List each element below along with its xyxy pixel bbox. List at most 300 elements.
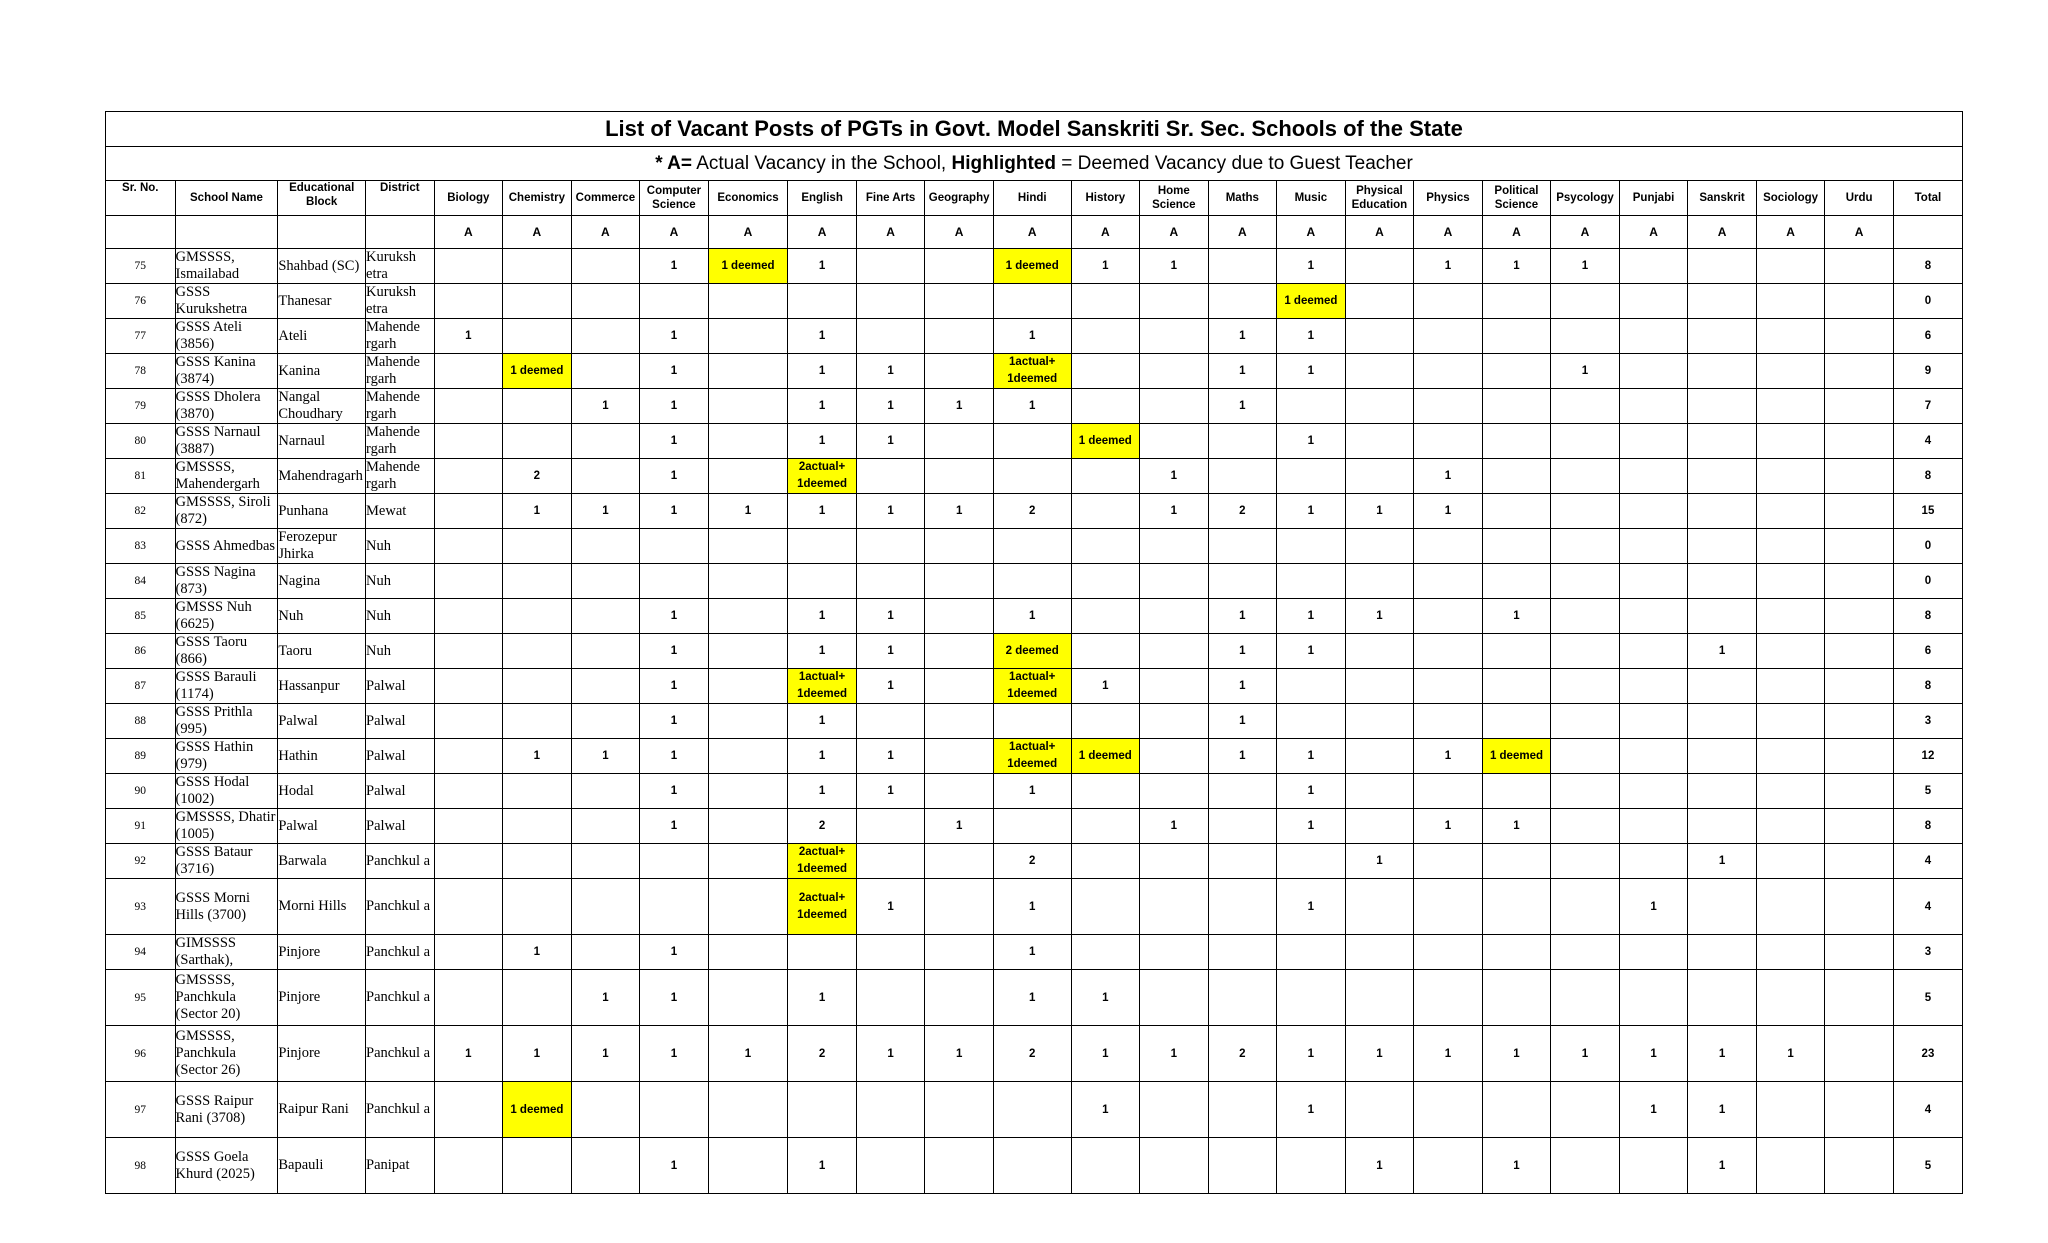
a-row-blank bbox=[366, 216, 435, 249]
vacancy-cell-physical-education bbox=[1345, 935, 1414, 970]
vacancy-cell-commerce: 1 bbox=[571, 1026, 640, 1082]
header-physical-education: Physical Education bbox=[1345, 181, 1414, 216]
vacancy-cell-hindi: 1 bbox=[993, 389, 1071, 424]
vacancy-cell-geography: 1 bbox=[925, 389, 994, 424]
vacancy-cell-computer-science: 1 bbox=[640, 809, 709, 844]
school-name-cell: GSSS Nagina (873) bbox=[175, 564, 278, 599]
vacancy-cell-english: 1 bbox=[788, 249, 857, 284]
vacancy-cell-economics bbox=[708, 844, 788, 879]
vacancy-cell-sanskrit bbox=[1688, 879, 1757, 935]
vacancy-cell-computer-science: 1 bbox=[640, 599, 709, 634]
actual-marker-fine-arts: A bbox=[856, 216, 925, 249]
vacancy-cell-english: 1 bbox=[788, 774, 857, 809]
school-name-cell: GSSS Kanina (3874) bbox=[175, 354, 278, 389]
vacancy-cell-economics bbox=[708, 319, 788, 354]
vacancy-cell-computer-science: 1 bbox=[640, 935, 709, 970]
vacancy-cell-commerce bbox=[571, 424, 640, 459]
vacancy-cell-psycology bbox=[1551, 739, 1620, 774]
vacancy-cell-geography bbox=[925, 284, 994, 319]
vacancy-cell-economics bbox=[708, 970, 788, 1026]
vacancy-cell-political-science bbox=[1482, 704, 1551, 739]
vacancy-cell-home-science: 1 bbox=[1140, 249, 1209, 284]
vacancy-cell-commerce bbox=[571, 249, 640, 284]
vacancy-cell-physics bbox=[1414, 1138, 1483, 1194]
a-row-blank bbox=[106, 216, 176, 249]
vacancy-cell-sociology bbox=[1756, 935, 1825, 970]
total-cell: 8 bbox=[1893, 459, 1962, 494]
vacancy-cell-chemistry: 1 bbox=[503, 935, 572, 970]
header-urdu: Urdu bbox=[1825, 181, 1894, 216]
vacancy-cell-psycology: 1 bbox=[1551, 1026, 1620, 1082]
vacancy-cell-english: 1 bbox=[788, 494, 857, 529]
vacancy-cell-psycology bbox=[1551, 970, 1620, 1026]
vacancy-cell-computer-science: 1 bbox=[640, 970, 709, 1026]
vacancy-cell-home-science bbox=[1140, 284, 1209, 319]
vacancy-cell-english: 1 bbox=[788, 970, 857, 1026]
vacancy-cell-fine-arts bbox=[856, 1138, 925, 1194]
vacancy-cell-physical-education: 1 bbox=[1345, 1138, 1414, 1194]
actual-marker-physical-education: A bbox=[1345, 216, 1414, 249]
vacancy-cell-hindi bbox=[993, 459, 1071, 494]
vacancy-cell-commerce bbox=[571, 319, 640, 354]
vacancy-cell-political-science bbox=[1482, 459, 1551, 494]
vacancy-cell-computer-science: 1 bbox=[640, 424, 709, 459]
vacancy-cell-sociology bbox=[1756, 494, 1825, 529]
vacancy-cell-hindi: 1 bbox=[993, 599, 1071, 634]
header-biology: Biology bbox=[434, 181, 503, 216]
vacancy-cell-geography bbox=[925, 319, 994, 354]
vacancy-cell-chemistry bbox=[503, 1138, 572, 1194]
vacancy-cell-hindi: 1 deemed bbox=[993, 249, 1071, 284]
vacancy-cell-geography bbox=[925, 354, 994, 389]
total-cell: 6 bbox=[1893, 634, 1962, 669]
vacancy-cell-music: 1 bbox=[1277, 319, 1346, 354]
vacancy-cell-computer-science: 1 bbox=[640, 1026, 709, 1082]
vacancy-cell-political-science: 1 bbox=[1482, 809, 1551, 844]
educational-block-cell: Shahbad (SC) bbox=[278, 249, 366, 284]
vacancy-cell-history bbox=[1071, 564, 1140, 599]
vacancy-cell-chemistry bbox=[503, 284, 572, 319]
vacancy-cell-biology bbox=[434, 669, 503, 704]
sr-no-cell: 87 bbox=[106, 669, 176, 704]
vacancy-cell-music: 1 bbox=[1277, 1082, 1346, 1138]
vacancy-cell-physical-education bbox=[1345, 319, 1414, 354]
vacancy-cell-home-science bbox=[1140, 704, 1209, 739]
vacancy-cell-sociology bbox=[1756, 284, 1825, 319]
vacancy-cell-psycology bbox=[1551, 844, 1620, 879]
vacancy-cell-geography bbox=[925, 879, 994, 935]
total-cell: 8 bbox=[1893, 249, 1962, 284]
vacancy-cell-music bbox=[1277, 970, 1346, 1026]
vacancy-cell-maths: 1 bbox=[1208, 669, 1277, 704]
vacancy-cell-geography bbox=[925, 424, 994, 459]
vacancy-cell-hindi bbox=[993, 704, 1071, 739]
sr-no-cell: 88 bbox=[106, 704, 176, 739]
vacancy-cell-fine-arts bbox=[856, 319, 925, 354]
vacancy-cell-sociology bbox=[1756, 774, 1825, 809]
vacancy-cell-commerce: 1 bbox=[571, 739, 640, 774]
vacancy-cell-psycology bbox=[1551, 774, 1620, 809]
district-cell: Mahende rgarh bbox=[366, 424, 435, 459]
vacancy-cell-chemistry bbox=[503, 529, 572, 564]
total-cell: 4 bbox=[1893, 424, 1962, 459]
vacancy-cell-punjabi bbox=[1619, 494, 1688, 529]
vacancy-cell-sociology bbox=[1756, 1082, 1825, 1138]
educational-block-cell: Bapauli bbox=[278, 1138, 366, 1194]
educational-block-cell: Barwala bbox=[278, 844, 366, 879]
school-name-cell: GSSS Kurukshetra bbox=[175, 284, 278, 319]
total-cell: 8 bbox=[1893, 809, 1962, 844]
vacancy-cell-physics bbox=[1414, 599, 1483, 634]
vacancy-cell-psycology bbox=[1551, 809, 1620, 844]
vacancy-cell-geography bbox=[925, 564, 994, 599]
vacancy-cell-urdu bbox=[1825, 354, 1894, 389]
header-total: Total bbox=[1893, 181, 1962, 216]
vacancy-cell-chemistry bbox=[503, 844, 572, 879]
vacancy-cell-computer-science: 1 bbox=[640, 249, 709, 284]
vacancy-cell-physical-education bbox=[1345, 249, 1414, 284]
vacancy-cell-chemistry bbox=[503, 704, 572, 739]
vacancy-cell-music bbox=[1277, 389, 1346, 424]
vacancy-cell-physics bbox=[1414, 844, 1483, 879]
vacancy-cell-english bbox=[788, 935, 857, 970]
table-row bbox=[106, 970, 1963, 1026]
vacancy-cell-music: 1 bbox=[1277, 879, 1346, 935]
vacancy-cell-music: 1 bbox=[1277, 494, 1346, 529]
vacancy-cell-english: 2actual+ 1deemed bbox=[788, 879, 857, 935]
vacancy-cell-commerce: 1 bbox=[571, 970, 640, 1026]
vacancy-cell-history bbox=[1071, 935, 1140, 970]
sr-no-cell: 75 bbox=[106, 249, 176, 284]
vacancy-cell-political-science: 1 bbox=[1482, 1026, 1551, 1082]
school-name-cell: GMSSSS, Mahendergarh bbox=[175, 459, 278, 494]
vacancy-cell-maths: 1 bbox=[1208, 704, 1277, 739]
vacancy-cell-computer-science bbox=[640, 564, 709, 599]
vacancy-cell-psycology bbox=[1551, 319, 1620, 354]
vacancy-cell-fine-arts bbox=[856, 284, 925, 319]
vacancy-cell-english: 2 bbox=[788, 1026, 857, 1082]
vacancy-cell-physics bbox=[1414, 424, 1483, 459]
vacancy-cell-economics bbox=[708, 879, 788, 935]
vacancy-cell-hindi: 1 bbox=[993, 879, 1071, 935]
district-cell: Nuh bbox=[366, 564, 435, 599]
vacancy-cell-sanskrit: 1 bbox=[1688, 1026, 1757, 1082]
vacancy-cell-maths: 2 bbox=[1208, 1026, 1277, 1082]
vacancy-cell-history: 1 bbox=[1071, 1082, 1140, 1138]
vacancy-cell-sanskrit bbox=[1688, 319, 1757, 354]
vacancy-cell-maths bbox=[1208, 935, 1277, 970]
vacancy-cell-music: 1 bbox=[1277, 599, 1346, 634]
vacancy-cell-sanskrit bbox=[1688, 935, 1757, 970]
vacancy-cell-home-science bbox=[1140, 599, 1209, 634]
vacancy-cell-chemistry: 1 deemed bbox=[503, 354, 572, 389]
vacancy-cell-maths: 1 bbox=[1208, 389, 1277, 424]
vacancy-cell-home-science bbox=[1140, 1138, 1209, 1194]
vacancy-cell-fine-arts bbox=[856, 1082, 925, 1138]
vacancy-cell-fine-arts: 1 bbox=[856, 669, 925, 704]
header-computer-science: Computer Science bbox=[640, 181, 709, 216]
vacancy-cell-history: 1 bbox=[1071, 970, 1140, 1026]
vacancy-cell-history bbox=[1071, 774, 1140, 809]
vacancy-cell-commerce: 1 bbox=[571, 494, 640, 529]
vacancy-cell-punjabi bbox=[1619, 844, 1688, 879]
vacancy-cell-fine-arts: 1 bbox=[856, 634, 925, 669]
sr-no-cell: 96 bbox=[106, 1026, 176, 1082]
sr-no-cell: 93 bbox=[106, 879, 176, 935]
vacancy-cell-commerce bbox=[571, 634, 640, 669]
vacancy-cell-psycology bbox=[1551, 599, 1620, 634]
vacancy-cell-sociology bbox=[1756, 704, 1825, 739]
school-name-cell: GSSS Raipur Rani (3708) bbox=[175, 1082, 278, 1138]
table-row bbox=[106, 1026, 1963, 1082]
vacancy-cell-geography bbox=[925, 634, 994, 669]
vacancy-cell-music bbox=[1277, 844, 1346, 879]
vacancy-cell-music bbox=[1277, 564, 1346, 599]
vacancy-cell-fine-arts bbox=[856, 249, 925, 284]
vacancy-cell-hindi: 1actual+ 1deemed bbox=[993, 669, 1071, 704]
vacancy-cell-hindi bbox=[993, 809, 1071, 844]
vacancy-cell-geography bbox=[925, 459, 994, 494]
vacancy-cell-home-science bbox=[1140, 319, 1209, 354]
vacancy-cell-physics: 1 bbox=[1414, 494, 1483, 529]
district-cell: Palwal bbox=[366, 704, 435, 739]
vacancy-cell-fine-arts bbox=[856, 704, 925, 739]
header-commerce: Commerce bbox=[571, 181, 640, 216]
vacancy-cell-maths: 1 bbox=[1208, 354, 1277, 389]
school-name-cell: GMSSSS, Ismailabad bbox=[175, 249, 278, 284]
vacancy-cell-political-science: 1 bbox=[1482, 249, 1551, 284]
vacancy-cell-hindi bbox=[993, 564, 1071, 599]
vacancy-cell-economics bbox=[708, 459, 788, 494]
educational-block-cell: Ferozepur Jhirka bbox=[278, 529, 366, 564]
school-name-cell: GMSSSS, Panchkula (Sector 20) bbox=[175, 970, 278, 1026]
vacancy-cell-maths bbox=[1208, 284, 1277, 319]
vacancy-cell-biology bbox=[434, 459, 503, 494]
vacancy-cell-hindi: 1 bbox=[993, 774, 1071, 809]
vacancy-cell-psycology bbox=[1551, 1082, 1620, 1138]
total-cell: 4 bbox=[1893, 879, 1962, 935]
vacancy-cell-economics bbox=[708, 739, 788, 774]
vacancy-cell-economics bbox=[708, 284, 788, 319]
vacancy-cell-music: 1 bbox=[1277, 1026, 1346, 1082]
vacancy-cell-biology bbox=[434, 970, 503, 1026]
vacancy-cell-psycology bbox=[1551, 1138, 1620, 1194]
vacancy-cell-geography bbox=[925, 774, 994, 809]
vacancy-cell-biology bbox=[434, 424, 503, 459]
vacancy-cell-home-science bbox=[1140, 634, 1209, 669]
district-cell: Mewat bbox=[366, 494, 435, 529]
header-chemistry: Chemistry bbox=[503, 181, 572, 216]
vacancy-cell-urdu bbox=[1825, 935, 1894, 970]
vacancy-cell-economics bbox=[708, 564, 788, 599]
vacancy-cell-hindi: 1 bbox=[993, 319, 1071, 354]
educational-block-cell: Pinjore bbox=[278, 935, 366, 970]
vacancy-cell-sociology bbox=[1756, 599, 1825, 634]
vacancy-cell-psycology bbox=[1551, 564, 1620, 599]
vacancy-cell-physics: 1 bbox=[1414, 739, 1483, 774]
vacancy-cell-physical-education bbox=[1345, 529, 1414, 564]
vacancy-cell-chemistry bbox=[503, 319, 572, 354]
vacancy-cell-hindi bbox=[993, 284, 1071, 319]
vacancy-cell-urdu bbox=[1825, 249, 1894, 284]
vacancy-cell-punjabi bbox=[1619, 809, 1688, 844]
total-cell: 4 bbox=[1893, 1082, 1962, 1138]
vacancy-cell-hindi bbox=[993, 424, 1071, 459]
total-cell: 5 bbox=[1893, 1138, 1962, 1194]
table-row bbox=[106, 1082, 1963, 1138]
vacancy-cell-sanskrit: 1 bbox=[1688, 1138, 1757, 1194]
vacancy-cell-home-science: 1 bbox=[1140, 809, 1209, 844]
vacancy-cell-geography bbox=[925, 669, 994, 704]
vacancy-cell-music: 1 bbox=[1277, 634, 1346, 669]
vacancy-cell-home-science bbox=[1140, 669, 1209, 704]
actual-marker-home-science: A bbox=[1140, 216, 1209, 249]
vacancy-cell-maths: 1 bbox=[1208, 599, 1277, 634]
vacancy-cell-maths bbox=[1208, 879, 1277, 935]
vacancy-cell-biology bbox=[434, 774, 503, 809]
vacancy-cell-punjabi bbox=[1619, 599, 1688, 634]
vacancy-cell-chemistry bbox=[503, 970, 572, 1026]
vacancy-cell-english: 1 bbox=[788, 424, 857, 459]
a-row-blank bbox=[175, 216, 278, 249]
vacancy-cell-maths bbox=[1208, 249, 1277, 284]
vacancy-cell-english bbox=[788, 1082, 857, 1138]
vacancy-cell-biology bbox=[434, 1082, 503, 1138]
vacancy-cell-sanskrit bbox=[1688, 424, 1757, 459]
header-psycology: Psycology bbox=[1551, 181, 1620, 216]
educational-block-cell: Nuh bbox=[278, 599, 366, 634]
vacancy-cell-punjabi bbox=[1619, 389, 1688, 424]
vacancy-cell-english bbox=[788, 564, 857, 599]
vacancy-cell-hindi: 2 bbox=[993, 1026, 1071, 1082]
vacancy-cell-biology bbox=[434, 704, 503, 739]
vacancy-cell-hindi bbox=[993, 1082, 1071, 1138]
vacancy-cell-home-science bbox=[1140, 564, 1209, 599]
vacancy-cell-physical-education bbox=[1345, 634, 1414, 669]
vacancy-cell-history bbox=[1071, 284, 1140, 319]
vacancy-cell-urdu bbox=[1825, 494, 1894, 529]
school-name-cell: GSSS Ateli (3856) bbox=[175, 319, 278, 354]
school-name-cell: GSSS Morni Hills (3700) bbox=[175, 879, 278, 935]
vacancy-cell-computer-science: 1 bbox=[640, 494, 709, 529]
vacancy-cell-sanskrit bbox=[1688, 529, 1757, 564]
vacancy-cell-punjabi bbox=[1619, 354, 1688, 389]
header-educational-block: Educational Block bbox=[278, 181, 366, 216]
header-music: Music bbox=[1277, 181, 1346, 216]
vacancy-cell-commerce bbox=[571, 354, 640, 389]
header-political-science: Political Science bbox=[1482, 181, 1551, 216]
vacancy-cell-physical-education bbox=[1345, 354, 1414, 389]
vacancy-cell-economics: 1 bbox=[708, 494, 788, 529]
vacancy-cell-sociology bbox=[1756, 249, 1825, 284]
vacancy-cell-physics: 1 bbox=[1414, 1026, 1483, 1082]
vacancy-cell-urdu bbox=[1825, 774, 1894, 809]
educational-block-cell: Narnaul bbox=[278, 424, 366, 459]
vacancy-cell-urdu bbox=[1825, 739, 1894, 774]
vacancy-cell-physics bbox=[1414, 564, 1483, 599]
vacancy-cell-biology bbox=[434, 634, 503, 669]
vacancy-cell-physical-education bbox=[1345, 284, 1414, 319]
vacancy-cell-biology bbox=[434, 494, 503, 529]
table-row bbox=[106, 389, 1963, 424]
vacancy-cell-geography bbox=[925, 1138, 994, 1194]
vacancy-cell-english: 1 bbox=[788, 319, 857, 354]
table-subtitle bbox=[106, 147, 1963, 181]
vacancy-cell-history bbox=[1071, 459, 1140, 494]
vacancy-cell-psycology bbox=[1551, 669, 1620, 704]
vacancy-cell-fine-arts: 1 bbox=[856, 774, 925, 809]
vacancy-cell-sanskrit bbox=[1688, 564, 1757, 599]
total-cell: 9 bbox=[1893, 354, 1962, 389]
vacancy-cell-physics bbox=[1414, 1082, 1483, 1138]
vacancy-cell-sanskrit bbox=[1688, 970, 1757, 1026]
vacancy-cell-physical-education: 1 bbox=[1345, 1026, 1414, 1082]
vacancy-cell-fine-arts: 1 bbox=[856, 1026, 925, 1082]
district-cell: Nuh bbox=[366, 634, 435, 669]
sr-no-cell: 85 bbox=[106, 599, 176, 634]
vacancy-cell-commerce bbox=[571, 669, 640, 704]
vacancy-cell-biology: 1 bbox=[434, 1026, 503, 1082]
vacancy-cell-punjabi: 1 bbox=[1619, 1026, 1688, 1082]
vacancy-cell-political-science bbox=[1482, 970, 1551, 1026]
vacancy-cell-physical-education: 1 bbox=[1345, 599, 1414, 634]
table-row bbox=[106, 249, 1963, 284]
vacancy-cell-political-science: 1 bbox=[1482, 599, 1551, 634]
vacancy-cell-hindi: 2 bbox=[993, 844, 1071, 879]
vacancy-cell-sociology bbox=[1756, 459, 1825, 494]
vacancy-cell-psycology bbox=[1551, 704, 1620, 739]
district-cell: Panipat bbox=[366, 1138, 435, 1194]
school-name-cell: GSSS Bataur (3716) bbox=[175, 844, 278, 879]
vacancy-cell-physical-education bbox=[1345, 774, 1414, 809]
vacancy-cell-sociology bbox=[1756, 739, 1825, 774]
vacancy-cell-geography bbox=[925, 739, 994, 774]
vacancy-cell-psycology bbox=[1551, 634, 1620, 669]
vacancy-cell-home-science: 1 bbox=[1140, 494, 1209, 529]
total-cell: 4 bbox=[1893, 844, 1962, 879]
vacancy-cell-political-science bbox=[1482, 564, 1551, 599]
vacancy-cell-geography bbox=[925, 844, 994, 879]
vacancy-cell-music bbox=[1277, 704, 1346, 739]
header-physics: Physics bbox=[1414, 181, 1483, 216]
actual-marker-english: A bbox=[788, 216, 857, 249]
vacancy-cell-computer-science bbox=[640, 844, 709, 879]
vacancy-cell-fine-arts bbox=[856, 809, 925, 844]
vacancy-cell-punjabi bbox=[1619, 739, 1688, 774]
vacancy-cell-music: 1 bbox=[1277, 249, 1346, 284]
vacancy-cell-sociology bbox=[1756, 529, 1825, 564]
vacancy-cell-urdu bbox=[1825, 529, 1894, 564]
vacancy-cell-home-science bbox=[1140, 935, 1209, 970]
vacancy-cell-political-science bbox=[1482, 424, 1551, 459]
vacancy-cell-sanskrit bbox=[1688, 739, 1757, 774]
table-title: List of Vacant Posts of PGTs in Govt. Model Sanskriti Sr. Sec. Schools of the State bbox=[106, 112, 1963, 147]
school-name-cell: GSSS Prithla (995) bbox=[175, 704, 278, 739]
table-row bbox=[106, 564, 1963, 599]
vacancy-cell-psycology: 1 bbox=[1551, 354, 1620, 389]
vacancy-cell-fine-arts: 1 bbox=[856, 354, 925, 389]
vacancy-cell-physics: 1 bbox=[1414, 249, 1483, 284]
vacancy-cell-history: 1 deemed bbox=[1071, 739, 1140, 774]
vacancy-cell-home-science: 1 bbox=[1140, 1026, 1209, 1082]
vacancy-cell-commerce bbox=[571, 1138, 640, 1194]
vacancy-cell-sociology bbox=[1756, 389, 1825, 424]
header-school-name: School Name bbox=[175, 181, 278, 216]
actual-marker-sanskrit: A bbox=[1688, 216, 1757, 249]
vacancy-cell-biology bbox=[434, 809, 503, 844]
actual-marker-music: A bbox=[1277, 216, 1346, 249]
vacancy-cell-urdu bbox=[1825, 564, 1894, 599]
